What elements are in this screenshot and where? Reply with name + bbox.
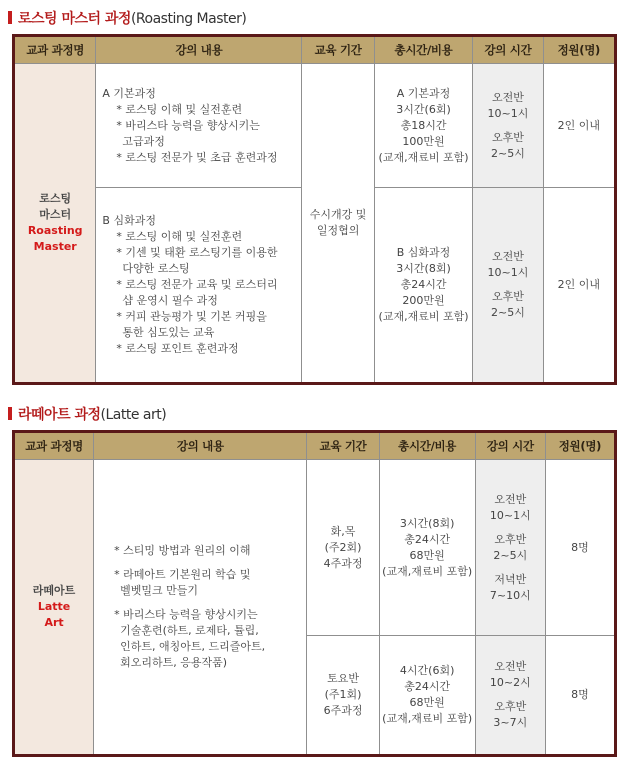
roasting-advanced-content (96, 188, 302, 384)
period-line: 일정협의 (316, 224, 360, 237)
header-cost: 총시간/비용 (379, 432, 475, 460)
roasting-advanced-time (473, 188, 543, 384)
cost-line: (교재,재료비 포함) (382, 564, 473, 578)
roasting-period-cell (302, 64, 374, 384)
period-line: 6주과정 (323, 704, 363, 717)
roasting-title-ko: 로스팅 마스터 과정 (18, 11, 131, 27)
latte-content-cell (94, 460, 307, 756)
cost-line: 총24시간 (400, 278, 447, 291)
time-line: 2~5시 (493, 548, 528, 562)
cost-line: 68만원 (409, 696, 445, 709)
cost-line: 3시간(8회) (399, 516, 455, 530)
time-line: 10~1시 (489, 508, 531, 522)
content-line: * 바리스타 능력을 향상시키는 (114, 608, 258, 621)
course-name-en-line: Art (44, 616, 64, 629)
latte-course-name-cell (14, 460, 94, 756)
cost-line: 68만원 (409, 548, 445, 562)
latte-section-title (8, 404, 166, 426)
title-bullet-icon (8, 407, 12, 420)
course-name-line: 라떼아트 (32, 584, 76, 597)
latte-saturday-time (475, 636, 545, 756)
cost-line: (교재,재료비 포함) (378, 310, 469, 323)
header-capacity: 정원(명) (543, 36, 615, 64)
cost-line: 100만원 (402, 134, 445, 148)
roasting-title-en: (Roasting Master) (130, 11, 247, 27)
header-capacity: 정원(명) (545, 432, 615, 460)
content-line: * 로스팅 포인트 훈련과정 (116, 342, 239, 355)
content-line: * 커피 관능평가 및 기본 커핑을 (116, 310, 267, 323)
time-line: 오전반 (494, 492, 527, 506)
content-line: * 로스팅 이해 및 실전훈련 (116, 102, 243, 116)
roasting-section-title (8, 8, 246, 30)
content-line: 고급과정 (122, 134, 165, 148)
cost-line: 3시간(6회) (396, 102, 451, 116)
header-content: 강의 내용 (94, 432, 307, 460)
latte-weekday-period (307, 460, 379, 636)
header-course-name: 교과 과정명 (14, 36, 96, 64)
latte-saturday-period (307, 636, 379, 756)
content-line: 인하트, 애칭아트, 드리즐아트, (120, 640, 266, 653)
time-line: 오전반 (491, 90, 524, 104)
content-line: * 바리스타 능력을 향상시키는 (116, 118, 260, 132)
time-line: 2~5시 (491, 146, 525, 160)
latte-weekday-cost (379, 460, 475, 636)
time-line: 오후반 (494, 700, 527, 713)
content-line: * 라떼아트 기본원리 학습 및 (114, 568, 251, 581)
latte-course-table (12, 430, 617, 757)
title-bullet-icon (8, 11, 12, 24)
roasting-row-basic (14, 64, 616, 188)
header-period: 교육 기간 (307, 432, 379, 460)
latte-row-weekday (14, 460, 616, 636)
content-line: 샵 운영시 필수 과정 (122, 294, 218, 307)
course-name-line: 마스터 (39, 208, 72, 221)
cost-line: B 심화과정 (396, 246, 451, 259)
cost-line: 4시간(6회) (399, 664, 455, 677)
content-line: 벨벳밀크 만들기 (120, 584, 199, 597)
content-line: * 로스팅 전문가 및 초급 훈련과정 (116, 150, 278, 164)
period-line: (주1회) (324, 688, 362, 701)
time-line: 오후반 (491, 130, 524, 144)
latte-title-en: (Latte art) (100, 407, 167, 423)
cost-line: 200만원 (402, 294, 445, 307)
course-name-line: 로스팅 (39, 192, 72, 205)
time-line: 10~1시 (487, 106, 529, 120)
cost-line: (교재,재료비 포함) (378, 150, 469, 164)
time-line: 오후반 (491, 290, 524, 303)
content-line: 통한 심도있는 교육 (122, 326, 215, 339)
header-content: 강의 내용 (96, 36, 302, 64)
header-period: 교육 기간 (302, 36, 374, 64)
time-line: 10~1시 (487, 266, 529, 279)
course-name-en-line: Roasting (27, 224, 83, 237)
course-name-en-line: Master (33, 240, 77, 253)
period-line: 화,목 (330, 524, 356, 538)
content-line: A 기본과정 (102, 86, 156, 100)
latte-title-ko: 라떼아트 과정 (18, 407, 101, 423)
content-line: * 스티밍 방법과 원리의 이해 (114, 544, 251, 557)
time-line: 10~2시 (489, 676, 531, 689)
roasting-advanced-capacity: 2인 이내 (543, 188, 615, 384)
cost-line: 총24시간 (404, 532, 451, 546)
content-line: * 로스팅 전문가 교육 및 로스터리 (116, 278, 278, 291)
header-course-name: 교과 과정명 (14, 432, 94, 460)
roasting-basic-content (96, 64, 302, 188)
latte-saturday-cost (379, 636, 475, 756)
content-line: B 심화과정 (102, 214, 156, 227)
latte-header-row (14, 432, 616, 460)
time-line: 2~5시 (491, 306, 525, 319)
period-line: 4주과정 (323, 556, 363, 570)
header-time: 강의 시간 (475, 432, 545, 460)
roasting-basic-cost (374, 64, 472, 188)
time-line: 오후반 (494, 532, 527, 546)
roasting-basic-time (473, 64, 543, 188)
content-line: * 기센 및 태환 로스팅기를 이용한 (116, 246, 278, 259)
time-line: 오전반 (491, 250, 524, 263)
roasting-advanced-cost (374, 188, 472, 384)
latte-weekday-capacity: 8명 (545, 460, 615, 636)
roasting-header-row (14, 36, 616, 64)
roasting-course-name-cell (14, 64, 96, 384)
time-line: 3~7시 (493, 716, 528, 729)
period-line: 토요반 (327, 672, 359, 685)
period-line: 수시개강 및 (309, 208, 367, 221)
time-line: 저녁반 (494, 572, 527, 586)
latte-saturday-capacity: 8명 (545, 636, 615, 756)
time-line: 7~10시 (489, 588, 531, 602)
time-line: 오전반 (494, 660, 527, 673)
roasting-basic-capacity: 2인 이내 (543, 64, 615, 188)
roasting-course-table (12, 34, 617, 385)
header-time: 강의 시간 (473, 36, 543, 64)
cost-line: A 기본과정 (396, 86, 451, 100)
content-line: 기술훈련(하트, 로제타, 튤립, (120, 624, 259, 637)
cost-line: 총24시간 (404, 680, 451, 693)
cost-line: (교재,재료비 포함) (382, 712, 473, 725)
cost-line: 3시간(8회) (396, 262, 451, 275)
period-line: (주2회) (324, 540, 362, 554)
cost-line: 총18시간 (400, 118, 447, 132)
content-line: 회오리하트, 응용작품) (120, 656, 228, 669)
content-line: * 로스팅 이해 및 실전훈련 (116, 230, 243, 243)
course-name-en-line: Latte (37, 600, 71, 613)
content-line: 다양한 로스팅 (122, 262, 190, 275)
latte-weekday-time (475, 460, 545, 636)
header-cost: 총시간/비용 (374, 36, 472, 64)
